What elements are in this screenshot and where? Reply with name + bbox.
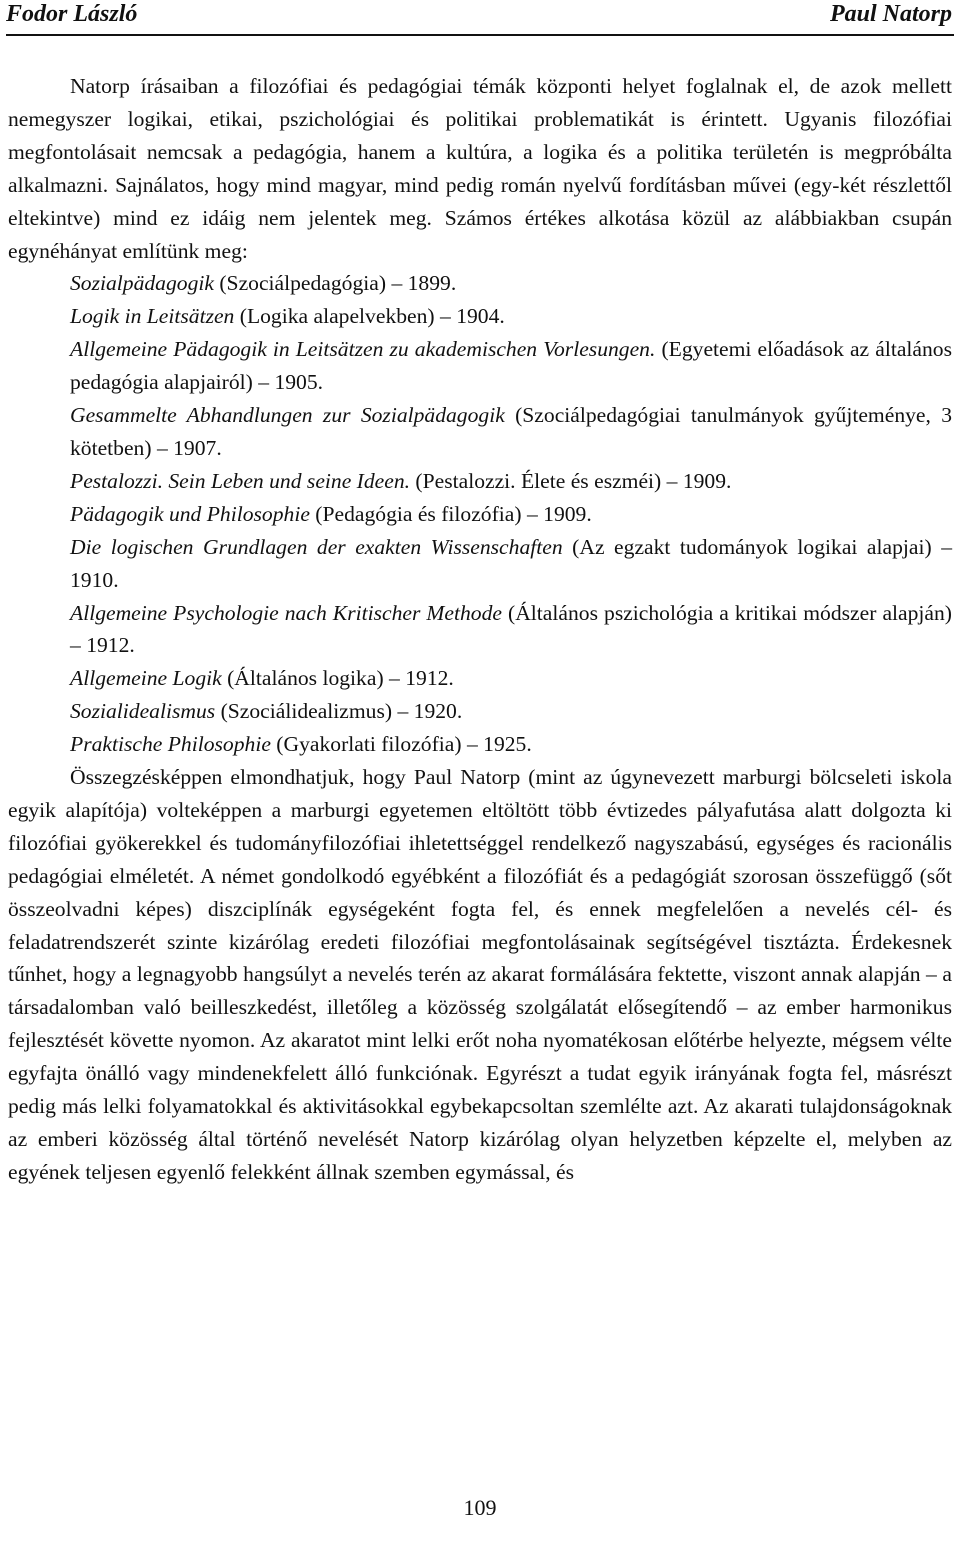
intro-paragraph: Natorp írásaiban a filozófiai és pedagógiai témák központi helyet foglalnak el, de azok mellett nemegyszer logikai, etikai, pszichológiai és politikai problematikát is érintett. Ugyanis filozófiai megfontolásait nemcsak a pedagógia, hanem a kultúra, a logika és a politika területén is megpróbálta alkalmazni. Sajnálatos, hogy mind magyar, mind pedig román nyelvű fordításban művei (egy-két részlettől eltekintve) mind ez idáig nem jelentek meg. Számos értékes alkotása közül az alábbiakban csupán egynéhányat említünk meg: bbox=[8, 74, 952, 263]
work-description: (Szociálpedagógia) – 1899. bbox=[213, 271, 457, 296]
header-title: Paul Natorp bbox=[829, 1, 952, 27]
page-body bbox=[8, 70, 952, 1189]
running-header bbox=[6, 0, 954, 36]
work-title: Allgemeine Pädagogik in Leitsätzen zu akademischen Vorlesungen. bbox=[70, 337, 656, 362]
page-number: 109 bbox=[463, 1495, 497, 1520]
header-author: Fodor László bbox=[6, 1, 138, 27]
work-description: (Szociálpedagógiai tanulmányok gyűjteménye, 3 kötetben) – 1907. bbox=[70, 403, 953, 460]
work-item bbox=[70, 333, 952, 399]
work-title: Praktische Philosophie bbox=[70, 732, 271, 757]
work-item bbox=[70, 531, 952, 597]
work-item bbox=[70, 662, 952, 695]
work-description: (Egyetemi előadások az általános pedagógia alapjairól) – 1905. bbox=[70, 337, 952, 395]
work-title: Gesammelte Abhandlungen zur Sozialpädagogik bbox=[70, 403, 505, 428]
work-description: (Az egzakt tudományok logikai alapjai) – 1910. bbox=[70, 534, 952, 592]
work-item bbox=[70, 597, 952, 663]
work-title: Die logischen Grundlagen der exakten Wissenschaften bbox=[70, 534, 563, 559]
summary-paragraph: Összegzésképpen elmondhatjuk, hogy Paul Natorp (mint az úgynevezett marburgi bölcseleti iskola egyik alapítója) volteképpen a marburgi egyetemen eltöltött több évtizedes pályafutása alatt dolgozta ki filozófiai gyökerekkel és tudományfilozófiai ihletettséggel rendelkező nagyszabású, egységes és racionális pedagógiai elméletét. A német gondolkodó egyébként a filozófiát és a pedagógiát szorosan összefüggő (sőt összeolvadni képes) diszciplínák egységeként fogta fel, és ennek megfelelően a nevelés cél- és feladatrendszerét szinte kizárólag eredeti filozófiai megfontolásainak segítségével tisztázta. Érdekesnek tűnhet, hogy a legnagyobb hangsúlyt a nevelés terén az akarat formálására fektette, viszont annak alapján – a társadalomban való beilleszkedést, illetőleg a közösség szolgálatát elősegítendő – az ember harmonikus fejlesztését követte nyomon. Az akaratot mint lelki erőt noha nyomatékosan előtérbe helyezte, mégsem vélte egyfajta önálló vagy mindenekfelett álló funkciónak. Egyrészt a tudat egyik irányának fogta fel, másrészt pedig más lelki folyamatokkal és aktivitásokkal egybekapcsoltan szemlélte azt. Az akarati tulajdonságoknak az emberi közösség által történő nevelését Natorp kizárólag olyan helyzetben képzelte el, melyben az egyének teljesen egyenlő felekként állnak szemben egymással, és bbox=[8, 765, 952, 1184]
work-item bbox=[70, 695, 952, 728]
work-description: (Pestalozzi. Élete és eszméi) – 1909. bbox=[410, 468, 732, 493]
work-item bbox=[70, 498, 952, 531]
work-description: (Logika alapelvekben) – 1904. bbox=[234, 304, 505, 329]
work-description: (Pedagógia és filozófia) – 1909. bbox=[309, 501, 592, 526]
work-item bbox=[70, 267, 952, 300]
work-description: (Szociálidealizmus) – 1920. bbox=[215, 699, 463, 724]
work-item bbox=[70, 300, 952, 333]
work-description: (Általános logika) – 1912. bbox=[221, 666, 454, 691]
work-item bbox=[70, 399, 952, 465]
work-item bbox=[70, 465, 952, 498]
work-title: Pestalozzi. Sein Leben und seine Ideen. bbox=[70, 468, 411, 493]
works-list bbox=[8, 267, 952, 761]
work-title: Pädagogik und Philosophie bbox=[70, 501, 310, 526]
work-title: Allgemeine Psychologie nach Kritischer Methode bbox=[70, 600, 502, 625]
work-title: Allgemeine Logik bbox=[70, 666, 222, 691]
work-item bbox=[70, 728, 952, 761]
work-description: (Általános pszichológia a kritikai módszer alapján) – 1912. bbox=[70, 600, 952, 658]
work-title: Logik in Leitsätzen bbox=[70, 304, 235, 329]
work-title: Sozialpädagogik bbox=[70, 271, 214, 296]
work-description: (Gyakorlati filozófia) – 1925. bbox=[270, 732, 532, 757]
work-title: Sozialidealismus bbox=[70, 699, 216, 724]
